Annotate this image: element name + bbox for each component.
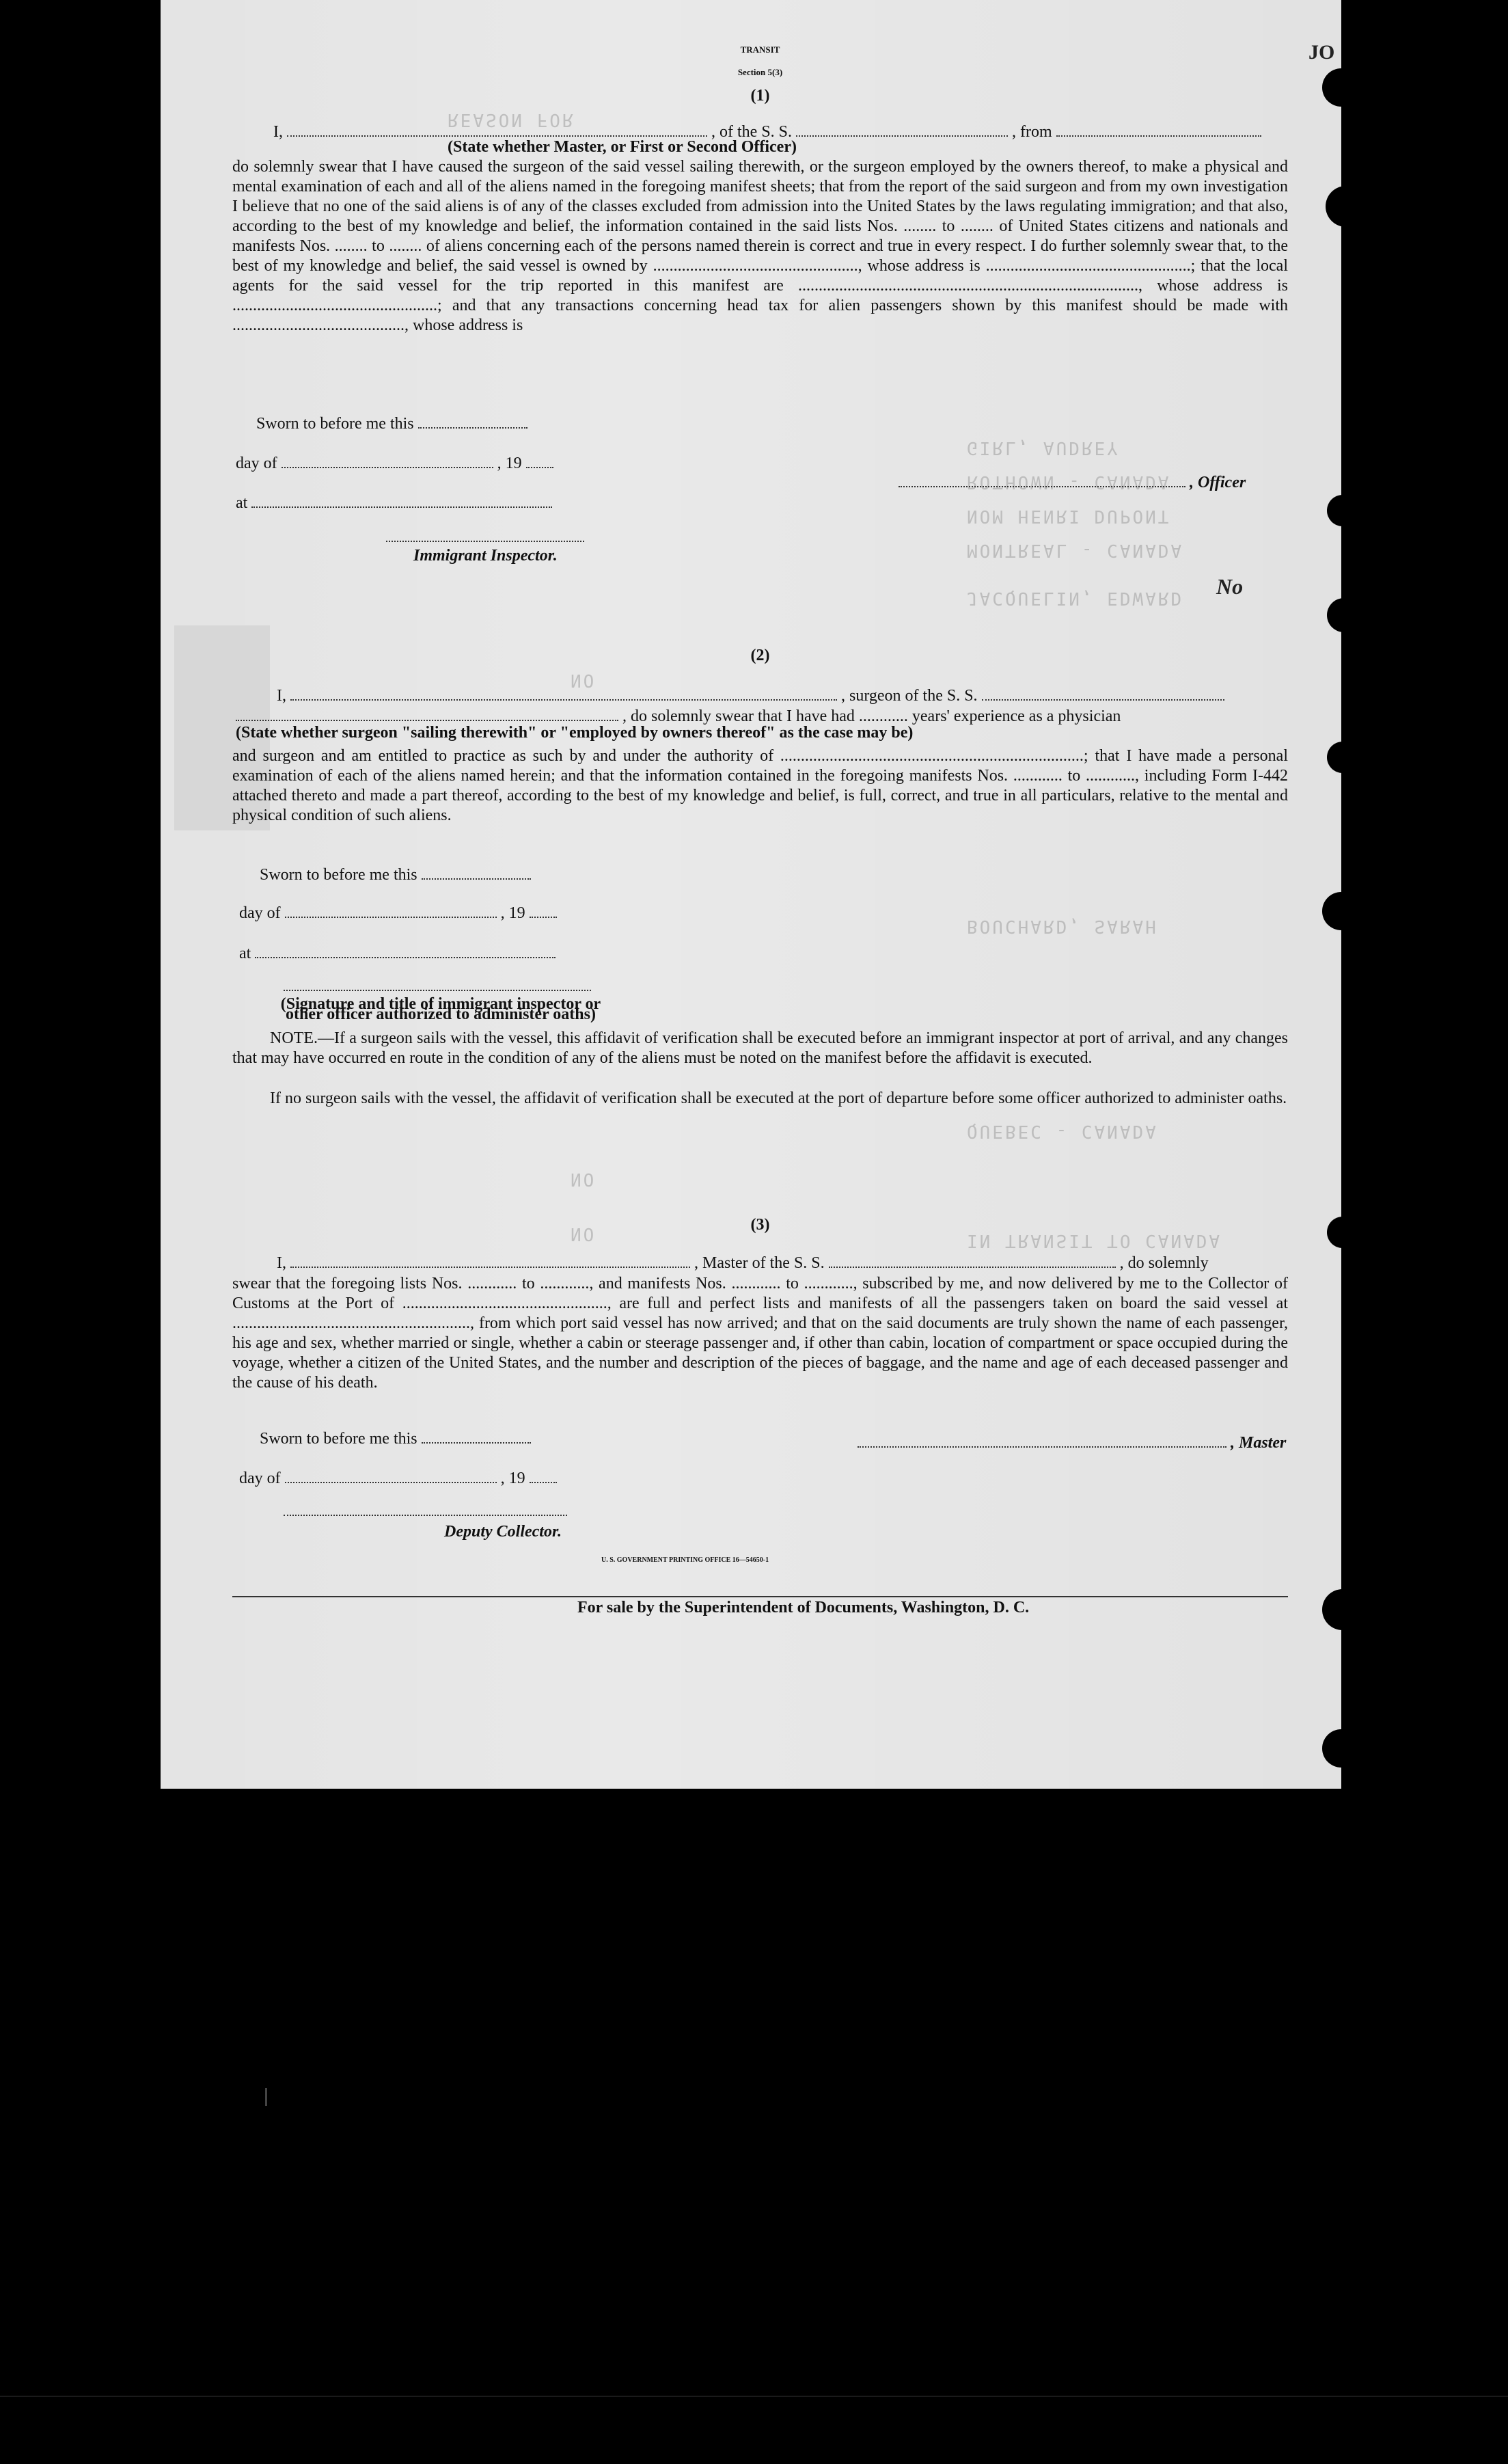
scan-edge-line xyxy=(0,2396,1508,2397)
s2-year-field[interactable] xyxy=(530,904,557,918)
section-1-paragraph: do solemnly swear that I have caused the surgeon of the said vessel sailing therewith, or the surgeon employed by the owners thereof, to make a physical and mental examination of each and all of the aliens named in the foregoing manifest sheets; that from the report of the said surgeon and from my own investigation I believe that no one of the said aliens is of any of the classes excluded from admission into the United States by the laws regulating immigration; and that also, according to the best of my knowledge and belief, the information contained in the said lists Nos. ........ to ........ of United States citizens and nationals and manifests Nos. ........ to ........ of aliens concerning each of the persons named therein is correct and true in every respect. I do further solemnly swear that, to the best of my knowledge and belief, the said vessel is owned by .................................................., whose address is ..................................................; that the local agents for the said vessel for the trip reported in this manifest are ..................................................................................., whose address is ..................................................; and that any transactions concerning head tax for alien passengers shown by this manifest should be made with .........................................., whose address is xyxy=(232,158,1288,334)
gpo-imprint: U. S. GOVERNMENT PRINTING OFFICE 16—54650-1 xyxy=(601,1556,769,1564)
s2-at-label: at xyxy=(239,945,251,962)
handwritten-corner-mark: JO xyxy=(1308,41,1335,64)
s3-name-field[interactable] xyxy=(290,1254,690,1268)
punch-hole xyxy=(1326,186,1367,227)
s3-year-label: , 19 xyxy=(500,1470,525,1487)
section-2-second-line xyxy=(236,707,1121,726)
bleed-through-line: NO xyxy=(571,670,597,690)
s1-mid: , of the S. S. xyxy=(711,123,793,141)
s2-at-line xyxy=(239,945,556,963)
s2-sworn-line xyxy=(260,866,531,884)
footer-rule xyxy=(232,1596,1288,1597)
s1-at-line xyxy=(236,494,552,513)
bleed-through-line: NO xyxy=(571,1223,597,1244)
note-paragraph-1: NOTE.—If a surgeon sails with the vessel, this affidavit of verification shall be executed before an immigrant inspector at port of arrival, and any changes that may have occurred en route in the condition of any of the aliens must be noted on the manifest before the affidavit is executed. xyxy=(232,1029,1288,1067)
s3-day-field[interactable] xyxy=(285,1470,497,1483)
scan-scratch-mark xyxy=(265,2088,267,2106)
bleed-through-line: ROTHOWN - CANADA xyxy=(967,472,1171,492)
s1-day-label: day of xyxy=(236,455,277,472)
s3-master-line xyxy=(858,1434,1286,1452)
s1-sworn-label: Sworn to before me this xyxy=(256,415,414,433)
punch-hole xyxy=(1327,495,1358,526)
header-transit-label: TRANSIT xyxy=(740,44,780,55)
s3-master-field[interactable] xyxy=(858,1434,1226,1448)
s2-vessel-field[interactable] xyxy=(982,687,1224,701)
bleed-through-line: QUEBEC - CANADA xyxy=(967,1121,1158,1141)
section-1-number: (1) xyxy=(750,87,770,105)
s2-name-field[interactable] xyxy=(290,687,837,701)
s2-sworn-field[interactable] xyxy=(422,866,531,880)
s3-prefix: I, xyxy=(277,1254,286,1272)
s3-sworn-field[interactable] xyxy=(422,1430,531,1444)
s3-sworn-line xyxy=(260,1430,531,1448)
section-3-first-line xyxy=(277,1254,1209,1273)
s2-year-label: , 19 xyxy=(500,904,525,922)
section-3-number: (3) xyxy=(750,1216,770,1234)
section-3-paragraph: swear that the foregoing lists Nos. ............ to ............, and manifests Nos. ............ to ............, subscribed by me, and now delivered by me to the Collector of Customs at the Port of .................................................., are full and perfect lists and manifests of all the passengers taken on board the said vessel at .........................................................., from which port said vessel has now arrived; and that on the said documents are truly shown the name of each passenger, his age and sex, whether married or single, whether a cabin or steerage passenger and, if other than cabin, location of compartment or space occupied during the voyage, whether a citizen of the United States, and the number and description of the pieces of baggage, and the name and age of each deceased passenger and the cause of his death. xyxy=(232,1275,1288,1392)
s3-deputy-label: Deputy Collector. xyxy=(444,1523,562,1541)
s1-state-note: (State whether Master, or First or Second Officer) xyxy=(448,138,797,156)
s1-inspector-label: Immigrant Inspector. xyxy=(413,547,558,565)
s3-sworn-label: Sworn to before me this xyxy=(260,1430,417,1448)
bleed-through-line: JACQUELIN, EDWARD xyxy=(967,588,1184,608)
s1-from-field[interactable] xyxy=(1056,123,1261,137)
s3-day-line xyxy=(239,1470,557,1488)
s2-at-field[interactable] xyxy=(255,945,556,958)
handwritten-mark: No xyxy=(1216,574,1244,599)
s1-prefix: I, xyxy=(273,123,283,141)
s1-at-field[interactable] xyxy=(251,494,552,508)
section-2-number: (2) xyxy=(750,647,770,664)
s2-sig-line[interactable] xyxy=(284,977,591,996)
punch-hole xyxy=(1327,1217,1358,1248)
s1-sworn-line xyxy=(256,415,527,433)
punch-hole xyxy=(1322,68,1360,107)
s3-end: , do solemnly xyxy=(1119,1254,1209,1272)
bleed-through-line: REASON FOR xyxy=(448,109,575,130)
note-paragraph-2: If no surgeon sails with the vessel, the affidavit of verification shall be executed at the port of departure before some officer authorized to administer oaths. xyxy=(270,1089,1287,1107)
section-2-first-line xyxy=(277,687,1224,705)
s1-end: , from xyxy=(1012,123,1052,141)
s3-year-field[interactable] xyxy=(530,1470,557,1483)
punch-hole xyxy=(1322,892,1360,930)
s3-deputy-sig-line[interactable] xyxy=(284,1502,567,1521)
s2-mid: , surgeon of the S. S. xyxy=(841,687,978,705)
s2-prefix: I, xyxy=(277,687,286,705)
punch-hole xyxy=(1327,742,1358,773)
s1-officer-field[interactable] xyxy=(899,474,1185,487)
punch-hole xyxy=(1322,1729,1360,1768)
manifest-back-page xyxy=(161,0,1341,1789)
sale-imprint: For sale by the Superintendent of Documents, Washington, D. C. xyxy=(577,1599,1030,1616)
s2-day-line xyxy=(239,904,557,923)
s2-sig-note: (Signature and title of immigrant inspector or other officer authorized to administer oaths) xyxy=(280,995,601,1023)
s3-master-label: , Master xyxy=(1231,1434,1287,1452)
bleed-through-line: GIRL, AUDREY xyxy=(967,437,1120,458)
punch-hole xyxy=(1322,1589,1363,1630)
bleed-through-line: BOUCHARD, SARAH xyxy=(967,916,1158,936)
s3-mid: , Master of the S. S. xyxy=(694,1254,825,1272)
s1-inspector-sig-line[interactable] xyxy=(386,528,584,547)
s3-day-label: day of xyxy=(239,1470,281,1487)
s2-state-note: (State whether surgeon "sailing therewith" or "employed by owners thereof" as the case may be) xyxy=(236,724,914,742)
bleed-through-line: NO xyxy=(571,1169,597,1189)
s1-sworn-field[interactable] xyxy=(418,415,527,429)
s1-vessel-field[interactable] xyxy=(796,123,1008,137)
section-2-paragraph: and surgeon and am entitled to practice as such by and under the authority of ..........................................................................; that I have made a personal examination of each of the aliens named herein; and that the information contained in the foregoing manifests Nos. ............ to ............, including Form I-442 attached thereto and made a part thereof, according to the best of my knowledge and belief, is full, correct, and true in all particulars, relative to the mental and physical condition of such aliens. xyxy=(232,747,1288,824)
bleed-through-line: NOM HENRI DUPONT xyxy=(967,506,1171,526)
punch-hole xyxy=(1327,598,1361,632)
bleed-through-line: MONTREAL - CANADA xyxy=(967,540,1184,560)
s2-day-field[interactable] xyxy=(285,904,497,918)
s1-year-label: , 19 xyxy=(497,455,522,472)
s1-officer-label: , Officer xyxy=(1190,474,1246,491)
s2-state-field[interactable] xyxy=(236,707,618,721)
bleed-through-line: IN TRANSIT TO CANADA xyxy=(967,1230,1222,1251)
s2-day-label: day of xyxy=(239,904,281,922)
s1-name-field[interactable] xyxy=(287,123,707,137)
s1-day-line xyxy=(236,455,553,473)
s2-line2: , do solemnly swear that I have had ............ years' experience as a physician xyxy=(622,707,1121,725)
header-section-label: Section 5(3) xyxy=(737,67,783,77)
s1-day-field[interactable] xyxy=(282,455,493,468)
s3-vessel-field[interactable] xyxy=(829,1254,1116,1268)
s1-year-field[interactable] xyxy=(526,455,553,468)
s1-officer-line xyxy=(899,474,1246,492)
s1-at-label: at xyxy=(236,494,248,512)
s2-sworn-label: Sworn to before me this xyxy=(260,866,417,884)
